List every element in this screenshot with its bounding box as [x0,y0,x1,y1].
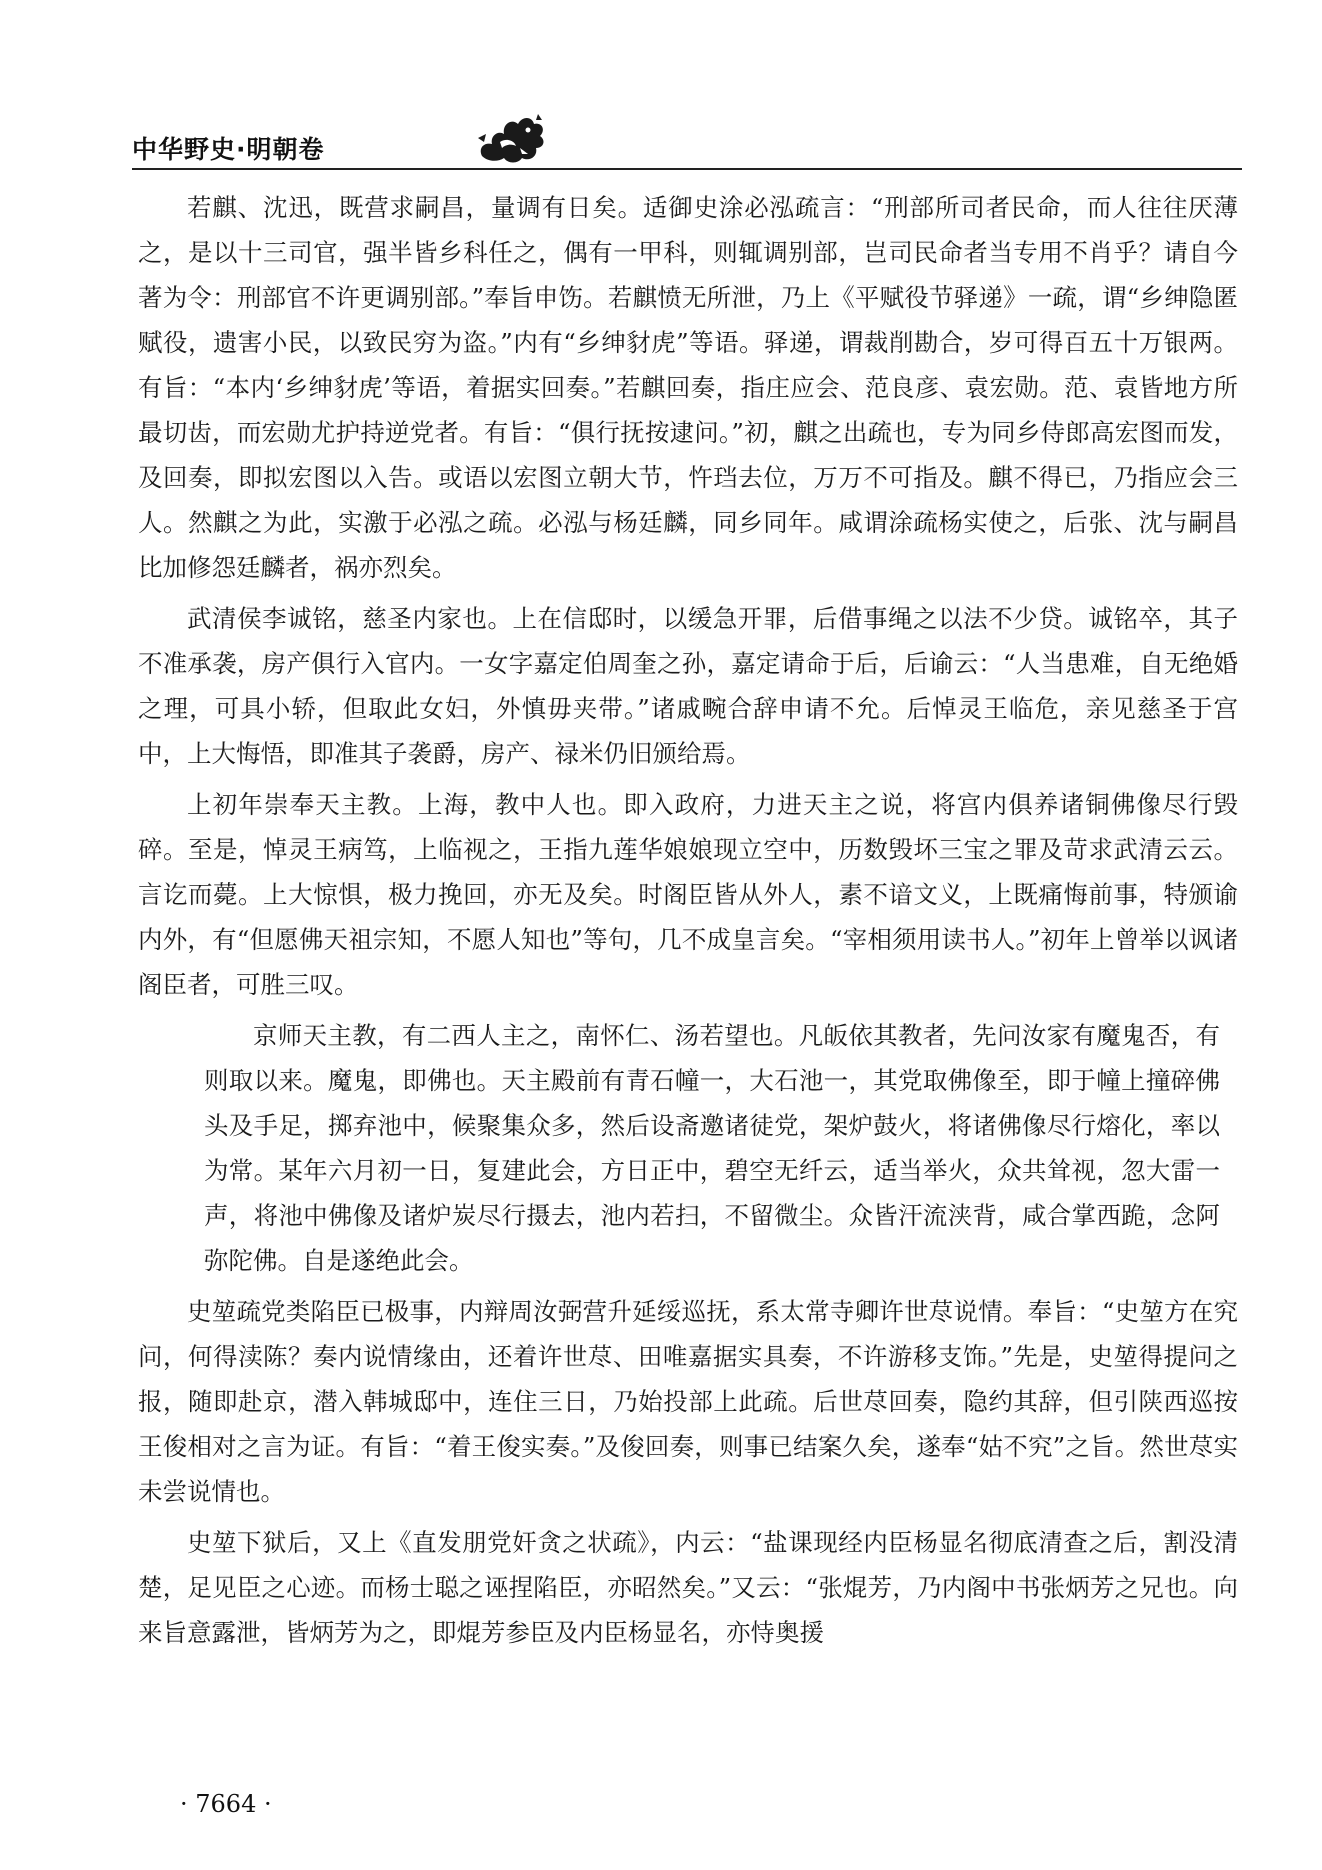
running-title: 中华野史·明朝卷 [132,135,325,164]
indented-quote: 京师天主教，有二西人主之，南怀仁、汤若望也。凡皈依其教者，先问汝家有魔鬼否，有则取以来。魔鬼，即佛也。天主殿前有青石幢一，大石池一，其党取佛像至，即于幢上撞碎佛头及手足，掷弃池中，候聚集众多，然后设斋邀诸徒党，架炉鼓火，将诸佛像尽行熔化，率以为常。某年六月初一日，复建此会，方日正中，碧空无纤云，适当举火，众共耸视，忽大雷一声，将池中佛像及诸炉炭尽行摄去，池内若扫，不留微尘。众皆汗流浃背，咸合掌西跪，念阿弥陀佛。自是遂绝此会。 [204,1021,1220,1275]
paragraph: 武清侯李诚铭，慈圣内家也。上在信邸时，以缓急开罪，后借事绳之以法不少贷。诚铭卒，其子不准承袭，房产俱行入官内。一女字嘉定伯周奎之孙，嘉定请命于后，后谕云：“人当患难，自无绝婚之理，可具小轿，但取此女妇，外慎毋夹带。”诸戚畹合辞申请不允。后悼灵王临危，亲见慈圣于宫中，上大悔悟，即准其子袭爵，房产、禄米仍旧颁给焉。 [138,604,1238,768]
page-number: · 7664 · [180,1790,272,1818]
paragraph: 史堃下狱后，又上《直发朋党奸贪之状疏》，内云：“盐课现经内臣杨显名彻底清查之后，割没清楚，足见臣之心迹。而杨士聪之诬捏陷臣，亦昭然矣。”又云：“张焜芳，乃内阁中书张炳芳之兄也。向来旨意露泄，皆炳芳为之，即焜芳参臣及内臣杨显名，亦恃奥援 [138,1528,1238,1647]
paragraph: 史堃疏党类陷臣已极事，内辩周汝弼营升延绥巡抚，系太常寺卿许世荩说情。奉旨：“史堃方在究问，何得渎陈？奏内说情缘由，还着许世荩、田唯嘉据实具奏，不许游移支饰。”先是，史堃得提问之报，随即赴京，潜入韩城邸中，连住三日，乃始投部上此疏。后世荩回奏，隐约其辞，但引陕西巡按王俊相对之言为证。有旨：“着王俊实奏。”及俊回奏，则事已结案久矣，遂奉“姑不究”之旨。然世荩实未尝说情也。 [138,1297,1238,1506]
paragraph: 上初年崇奉天主教。上海，教中人也。即入政府，力进天主之说，将宫内俱养诸铜佛像尽行毁碎。至是，悼灵王病笃，上临视之，王指九莲华娘娘现立空中，历数毁坏三宝之罪及苛求武清云云。言讫而薨。上大惊惧，极力挽回，亦无及矣。时阁臣皆从外人，素不谙文义，上既痛悔前事，特颁谕内外，有“但愿佛天祖宗知，不愿人知也”等句，几不成皇言矣。“宰相须用读书人。”初年上曾举以讽诸阁臣者，可胜三叹。 [138,790,1238,999]
page-header [132,108,1242,178]
header-rule [132,168,1242,170]
paragraph: 若麒、沈迅，既营求嗣昌，量调有日矣。适御史涂必泓疏言：“刑部所司者民命，而人往往厌薄之，是以十三司官，强半皆乡科任之，偶有一甲科，则辄调别部，岂司民命者当专用不肖乎？请自今著为令：刑部官不许更调别部。”奉旨申饬。若麒愤无所泄，乃上《平赋役节驿递》一疏，谓“乡绅隐匿赋役，遗害小民，以致民穷为盗。”内有“乡绅豺虎”等语。驿递，谓裁削勘合，岁可得百五十万银两。有旨：“本内‘乡绅豺虎’等语，着据实回奏。”若麒回奏，指庄应会、范良彦、袁宏勋。范、袁皆地方所最切齿，而宏勋尤护持逆党者。有旨：“俱行抚按逮问。”初，麒之出疏也，专为同乡侍郎高宏图而发，及回奏，即拟宏图以入告。或语以宏图立朝大节，忤珰去位，万万不可指及。麒不得已，乃指应会三人。然麒之为此，实激于必泓之疏。必泓与杨廷麟，同乡同年。咸谓涂疏杨实使之，后张、沈与嗣昌比加修怨廷麟者，祸亦烈矣。 [138,193,1238,582]
dragon-ornament-icon [472,108,552,168]
body-text [138,185,1238,1661]
